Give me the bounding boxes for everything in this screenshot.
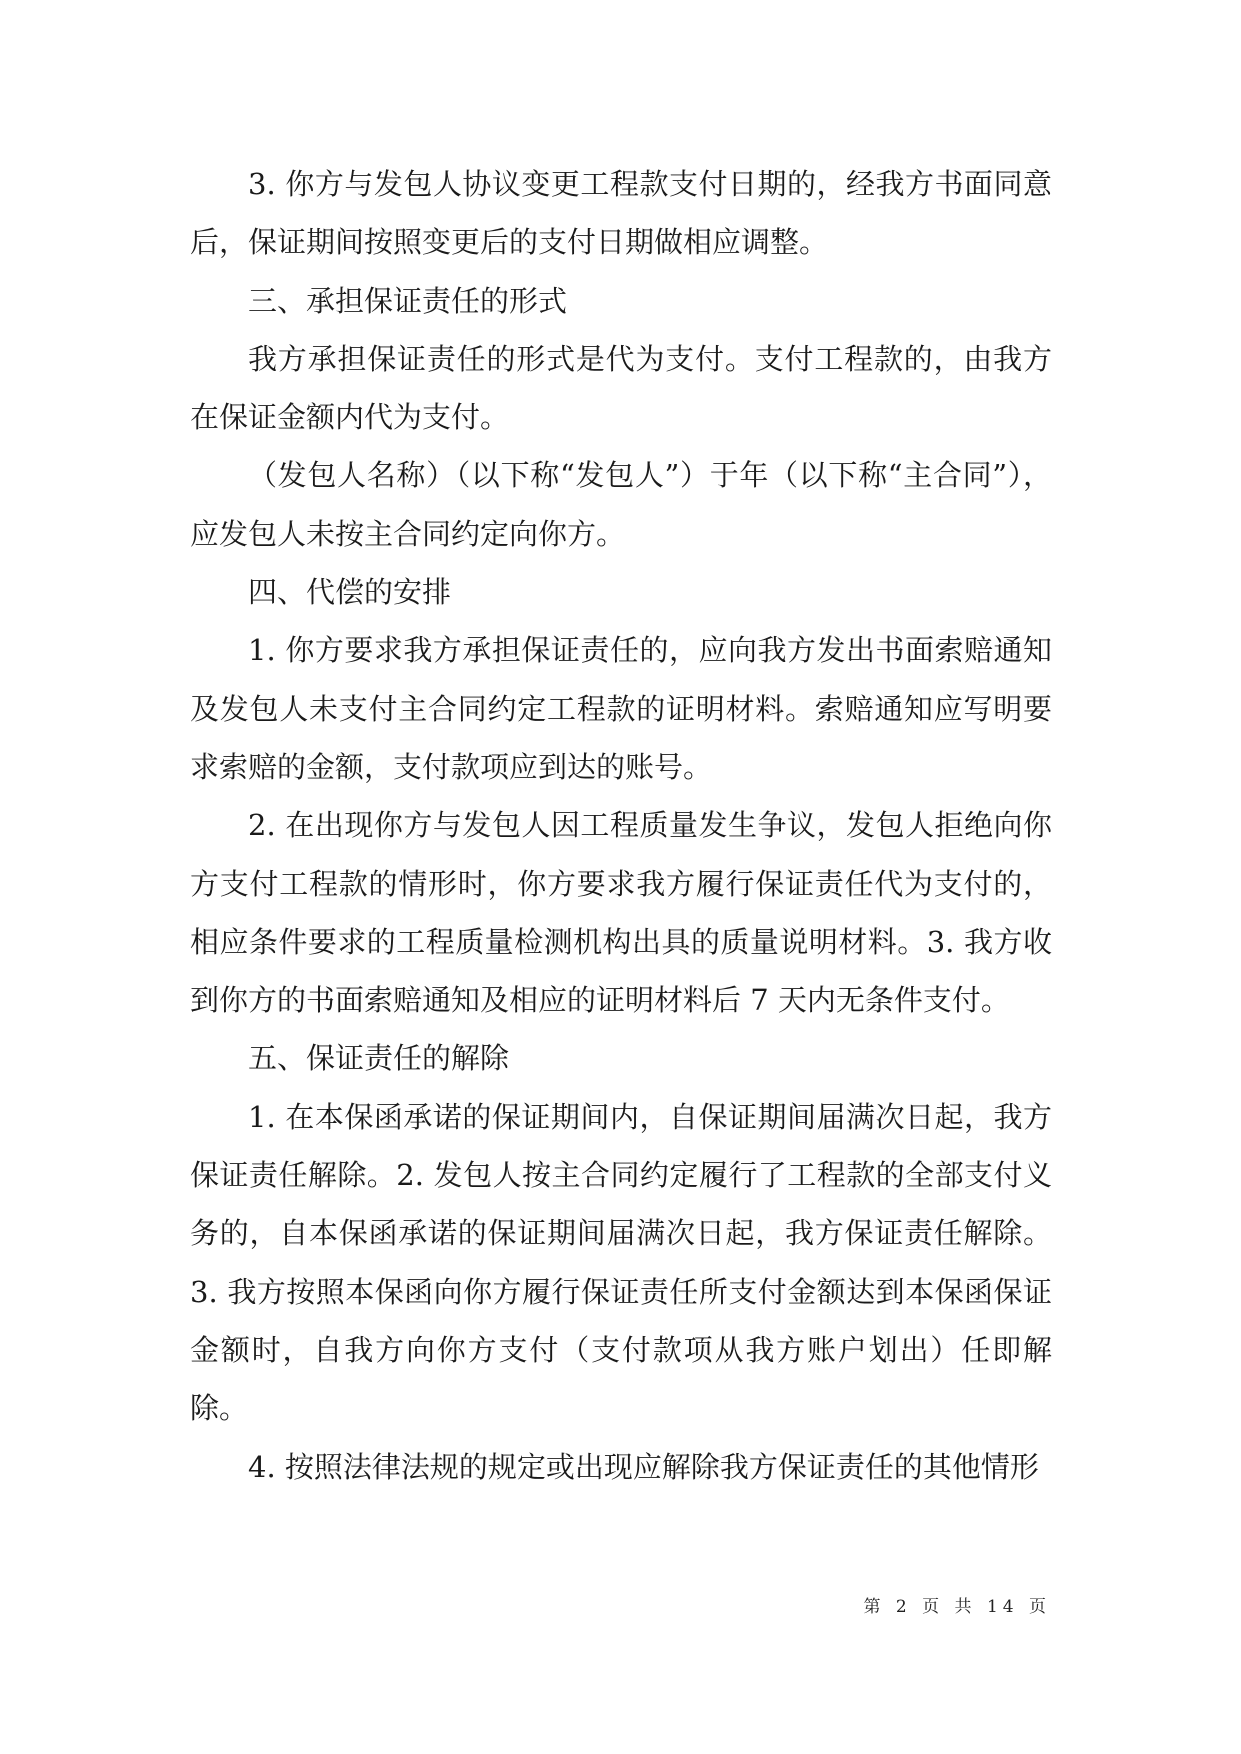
section-heading-5: 五、保证责任的解除 (248, 1041, 510, 1076)
section-heading-4: 四、代偿的安排 (248, 575, 452, 610)
document-body (190, 155, 1052, 1496)
paragraph-clause-2-quality-dispute: 2. 在出现你方与发包人因工程质量发生争议，发包人拒绝向你方支付工程款的情形时，你方要求我方履行保证责任代为支付的，相应条件要求的工程质量检测机构出具的质量说明材料。3. 我方收到你方的书面索赔通知及相应的证明材料后 7 天内无条件支付。 (190, 808, 1052, 1018)
paragraph-clause-4-legal-release: 4. 按照法律法规的规定或出现应解除我方保证责任的其他情形 (248, 1449, 1039, 1484)
paragraph-clause-1-claim-notice: 1. 你方要求我方承担保证责任的，应向我方发出书面索赔通知及发包人未支付主合同约定工程款的证明材料。索赔通知应写明要求索赔的金额，支付款项应到达的账号。 (190, 633, 1052, 784)
paragraph-employer-note: （发包人名称）（以下称“发包人”）于年（以下称“主合同”），应发包人未按主合同约定向你方。 (190, 458, 1052, 551)
section-heading-3: 三、承担保证责任的形式 (248, 283, 568, 318)
paragraph-clause-3-payment-date-change: 3. 你方与发包人协议变更工程款支付日期的，经我方书面同意后，保证期间按照变更后的支付日期做相应调整。 (190, 167, 1052, 260)
page-number-footer: 第 2 页 共 14 页 (863, 1597, 1051, 1617)
paragraph-guarantee-form: 我方承担保证责任的形式是代为支付。支付工程款的，由我方在保证金额内代为支付。 (190, 341, 1052, 435)
paragraph-release-clauses: 1. 在本保函承诺的保证期间内，自保证期间届满次日起，我方保证责任解除。2. 发包人按主合同约定履行了工程款的全部支付义务的，自本保函承诺的保证期间届满次日起，我方保证责任解除。3. 我方按照本保函向你方履行保证责任所支付金额达到本保函保证金额时，自我方向你方支付（支付款项从我方账户划出）任即解除。 (190, 1099, 1052, 1426)
